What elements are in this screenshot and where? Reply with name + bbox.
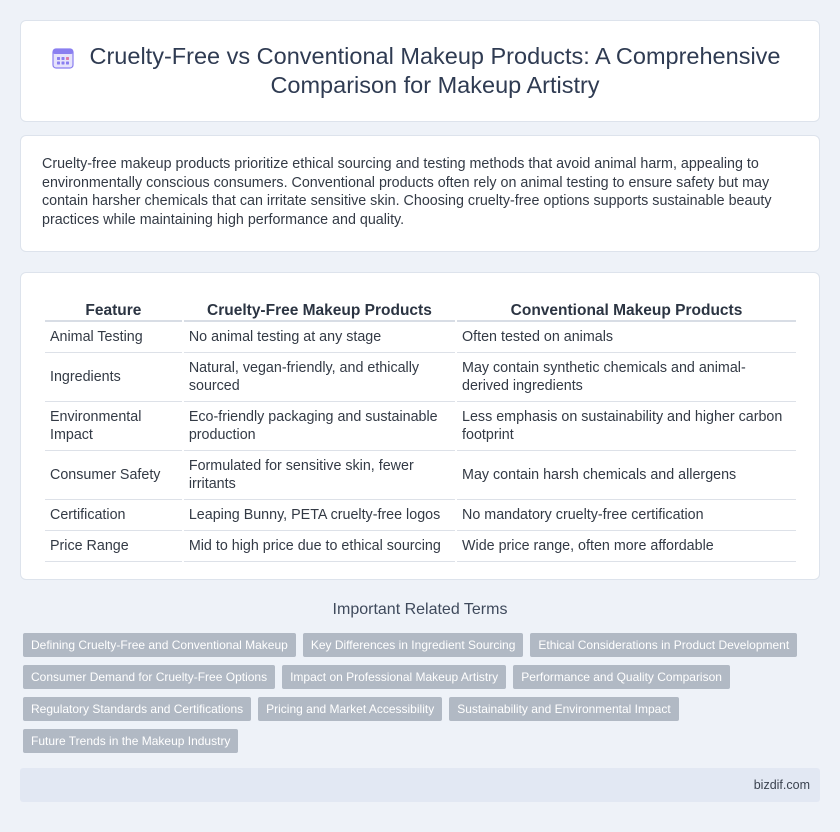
conventional-cell: May contain synthetic chemicals and animal-derived ingredients	[457, 353, 796, 402]
related-term-tag[interactable]: Regulatory Standards and Certifications	[23, 697, 251, 721]
table-row	[45, 402, 796, 451]
conventional-cell: Often tested on animals	[457, 322, 796, 353]
page-title: Cruelty-Free vs Conventional Makeup Products: A Comprehensive Comparison for Makeup Artistry	[89, 43, 781, 98]
related-term-tag[interactable]: Consumer Demand for Cruelty-Free Options	[23, 665, 275, 689]
table-row	[45, 353, 796, 402]
conventional-cell: May contain harsh chemicals and allergens	[457, 451, 796, 500]
feature-cell: Certification	[45, 500, 182, 531]
related-term-tag[interactable]: Key Differences in Ingredient Sourcing	[303, 633, 524, 657]
cruelty-free-cell: Formulated for sensitive skin, fewer irritants	[184, 451, 455, 500]
table-row	[45, 531, 796, 562]
related-terms-title: Important Related Terms	[332, 601, 508, 618]
cruelty-free-cell: Eco-friendly packaging and sustainable production	[184, 402, 455, 451]
conventional-cell: Wide price range, often more affordable	[457, 531, 796, 562]
comparison-table-card	[20, 272, 820, 580]
table-header-row	[45, 295, 796, 322]
feature-cell: Ingredients	[45, 353, 182, 402]
comparison-table	[43, 295, 798, 562]
related-term-tag[interactable]: Performance and Quality Comparison	[513, 665, 730, 689]
intro-paragraph: Cruelty-free makeup products prioritize ethical sourcing and testing methods that avoid animal harm, appealing to environmentally conscious consumers. Conventional products often rely on animal testing to ensure safety but may contain harsher chemicals that can irritate sensitive skin. Choosing cruelty-free options supports sustainable beauty practices while maintaining high performance and quality.	[42, 156, 772, 228]
header-cruelty-free: Cruelty-Free Makeup Products	[184, 295, 455, 322]
feature-cell: Consumer Safety	[45, 451, 182, 500]
footer-bar	[20, 768, 820, 802]
site-link[interactable]: bizdif.com	[753, 778, 810, 792]
related-term-tag[interactable]: Ethical Considerations in Product Development	[530, 633, 797, 657]
table-row	[45, 500, 796, 531]
feature-cell: Animal Testing	[45, 322, 182, 353]
cruelty-free-cell: No animal testing at any stage	[184, 322, 455, 353]
conventional-cell: Less emphasis on sustainability and higher carbon footprint	[457, 402, 796, 451]
table-row	[45, 322, 796, 353]
feature-cell: Price Range	[45, 531, 182, 562]
cruelty-free-cell: Natural, vegan-friendly, and ethically sourced	[184, 353, 455, 402]
intro-card	[20, 135, 820, 252]
cruelty-free-cell: Mid to high price due to ethical sourcing	[184, 531, 455, 562]
table-row	[45, 451, 796, 500]
feature-cell: Environmental Impact	[45, 402, 182, 451]
header-conventional: Conventional Makeup Products	[457, 295, 796, 322]
related-term-tag[interactable]: Defining Cruelty-Free and Conventional Makeup	[23, 633, 296, 657]
header-card	[20, 20, 820, 122]
conventional-cell: No mandatory cruelty-free certification	[457, 500, 796, 531]
related-term-tag[interactable]: Pricing and Market Accessibility	[258, 697, 442, 721]
related-terms-list	[23, 633, 813, 753]
related-term-tag[interactable]: Impact on Professional Makeup Artistry	[282, 665, 506, 689]
header-feature: Feature	[45, 295, 182, 322]
related-term-tag[interactable]: Sustainability and Environmental Impact	[449, 697, 678, 721]
cruelty-free-cell: Leaping Bunny, PETA cruelty-free logos	[184, 500, 455, 531]
related-term-tag[interactable]: Future Trends in the Makeup Industry	[23, 729, 238, 753]
